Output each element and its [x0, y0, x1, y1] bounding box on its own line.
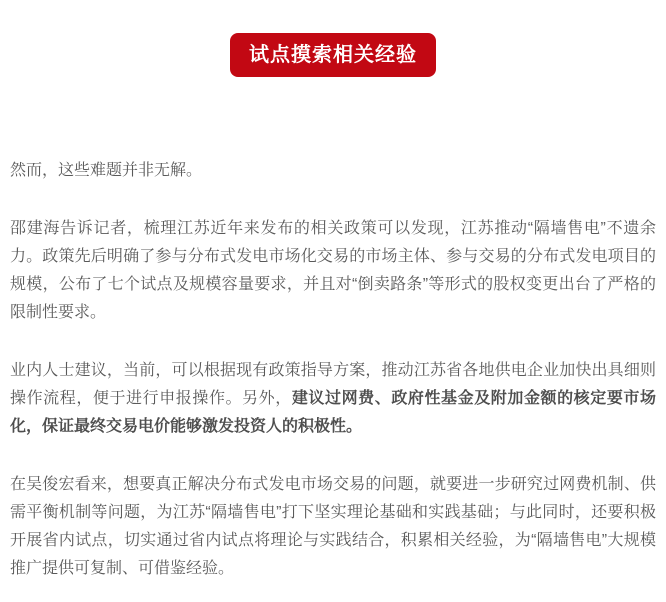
- article-body: [0, 77, 666, 583]
- section-title-banner: 试点摸索相关经验: [230, 33, 436, 77]
- paragraph-text: 业内人士建议，当前，可以根据现有政策指导方案，推动江苏省各地供电企业加快出具细则操作流程，便于进行申报操作。另外，: [10, 362, 656, 407]
- paragraph-text: 在吴俊宏看来，想要真正解决分布式发电市场交易的问题，就要进一步研究过网费机制、供需平衡机制等问题，为江苏“隔墙售电”打下坚实理论基础和实践基础；与此同时，还要积极开展省内试点，切实通过省内试点将理论与实践结合，积累相关经验，为“隔墙售电”大规模推广提供可复制、可借鉴经验。: [10, 476, 656, 577]
- paragraph-text: 然而，这些难题并非无解。: [10, 162, 203, 179]
- paragraph-text-bold: 建议过网费、政府性基金及附加金额的核定要市场化，保证最终交易电价能够激发投资人的积极性。: [10, 390, 656, 435]
- section-banner-row: [0, 0, 666, 77]
- article-paragraph: [10, 215, 656, 327]
- paragraph-text: 邵建海告诉记者，梳理江苏近年来发布的相关政策可以发现，江苏推动“隔墙售电”不遗余力。政策先后明确了参与分布式发电市场化交易的市场主体、参与交易的分布式发电项目的规模，公布了七个试点及规模容量要求，并且对“倒卖路条”等形式的股权变更出台了严格的限制性要求。: [10, 220, 656, 321]
- article-paragraph: [10, 157, 656, 185]
- article-paragraph: [10, 357, 656, 441]
- article-paragraph: [10, 471, 656, 583]
